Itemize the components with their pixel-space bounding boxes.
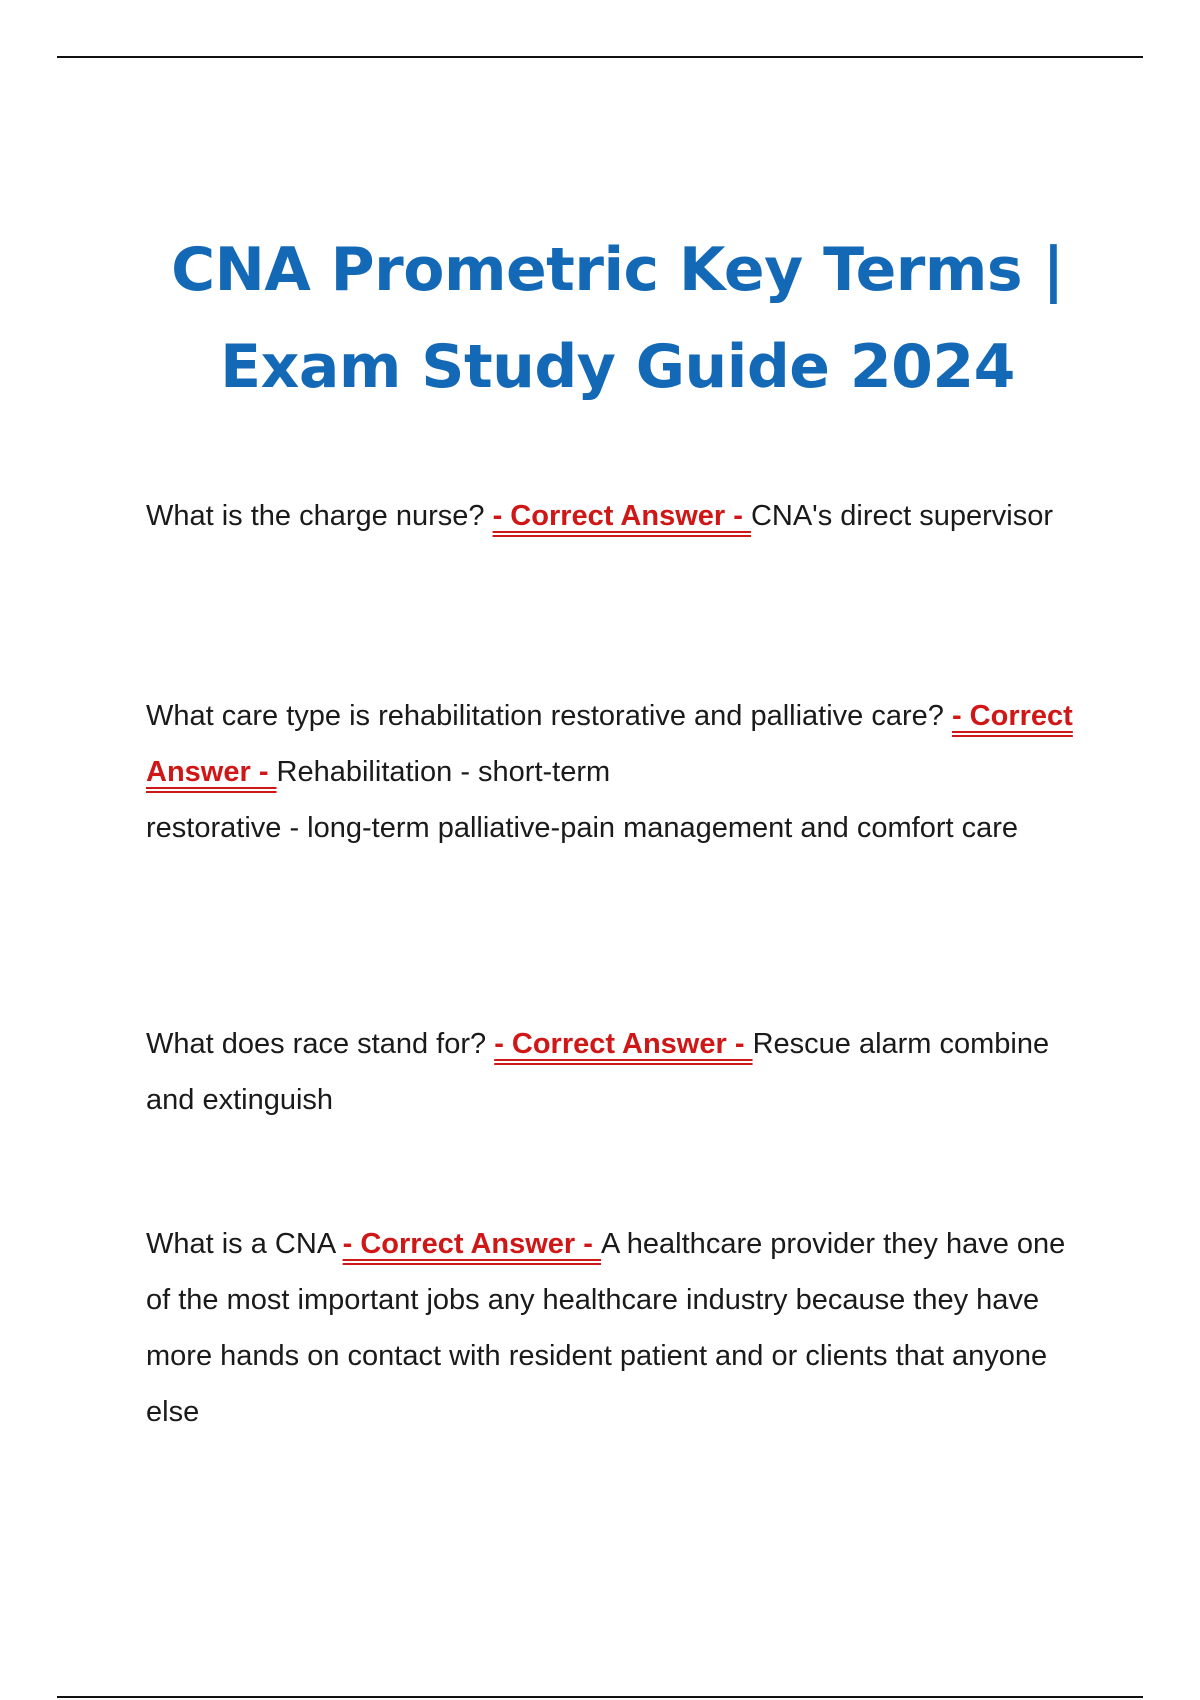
footer-rule [57, 1696, 1143, 1698]
correct-answer-tag: - Correct Answer - [342, 1228, 601, 1260]
answer-text: Rescue alarm combine and extinguish [146, 1028, 1050, 1116]
qa-item-care-types [146, 688, 1076, 856]
question-text: What is the charge nurse? [146, 500, 493, 532]
question-text: What care type is rehabilitation restorative and palliative care? [146, 700, 952, 732]
title-line-2: Exam Study Guide 2024 [220, 332, 1015, 402]
qa-item-race [146, 1016, 1076, 1128]
document-title [120, 222, 1115, 416]
correct-answer-tag: - Correct Answer - [494, 1028, 753, 1060]
title-line-1: CNA Prometric Key Terms | [171, 235, 1064, 305]
correct-answer-tag: - Correct Answer - [492, 500, 751, 532]
answer-continuation: restorative - long-term palliative-pain management and comfort care [146, 812, 1019, 844]
correct-answer-tag: - Correct Answer - [146, 700, 1073, 788]
question-text: What does race stand for? [146, 1028, 495, 1060]
answer-text: A healthcare provider they have one of the most important jobs any healthcare industry because they have more hands on contact with resident patient and or clients that anyone else [146, 1228, 1066, 1428]
question-text: What is a CNA [146, 1228, 343, 1260]
qa-item-what-is-cna [146, 1216, 1076, 1440]
answer-text: CNA's direct supervisor [750, 500, 1054, 532]
header-rule [57, 56, 1143, 58]
qa-item-charge-nurse [146, 488, 1076, 544]
answer-text: Rehabilitation - short-term [276, 756, 611, 788]
